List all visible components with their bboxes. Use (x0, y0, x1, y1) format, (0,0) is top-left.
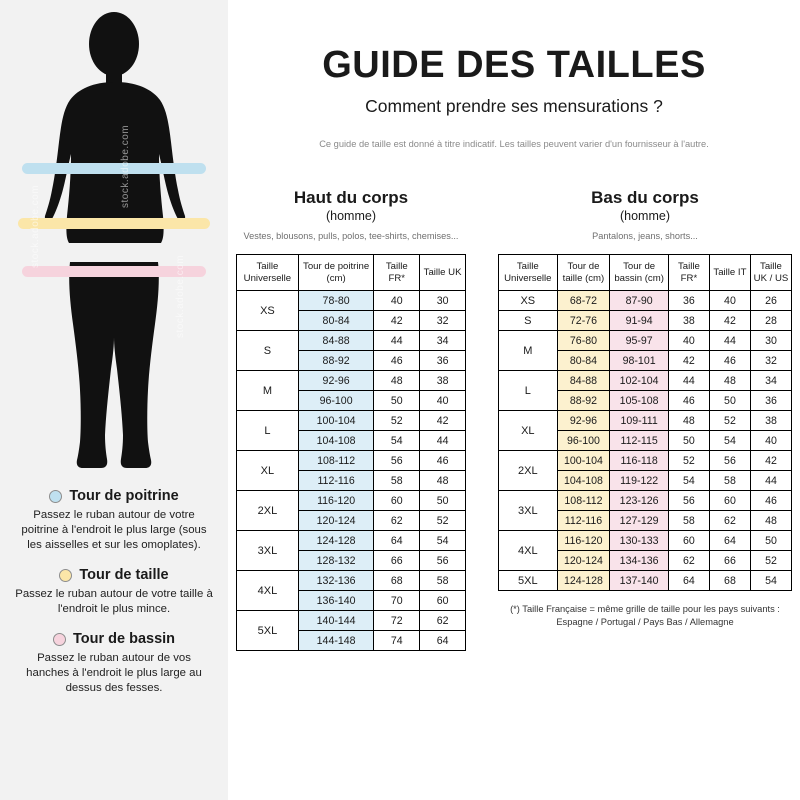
cell-value: 80-84 (298, 311, 374, 331)
cell-value: 64 (709, 531, 750, 551)
table-row (237, 371, 466, 391)
table-row (237, 451, 466, 471)
cell-value: 36 (668, 291, 709, 311)
cell-value: 46 (668, 391, 709, 411)
legend-title-waist: Tour de taille (79, 567, 169, 584)
cell-value: 38 (420, 371, 466, 391)
cell-value: 54 (420, 531, 466, 551)
cell-size-label: XS (237, 291, 299, 331)
lower-body-section (498, 188, 792, 651)
cell-value: 70 (374, 591, 420, 611)
col-universal: Taille Universelle (237, 255, 299, 291)
lower-table-title: Bas du corps (591, 188, 699, 207)
cell-size-label: XL (237, 451, 299, 491)
table-header-row (237, 255, 466, 291)
cell-value: 80-84 (557, 351, 610, 371)
lower-body-table (498, 254, 792, 591)
cell-value: 92-96 (557, 411, 610, 431)
cell-size-label: 2XL (237, 491, 299, 531)
cell-value: 34 (750, 371, 791, 391)
cell-value: 46 (709, 351, 750, 371)
col-hips: Tour de bassin (cm) (610, 255, 669, 291)
watermark: stock.adobe.com (30, 184, 41, 268)
cell-size-label: 3XL (237, 531, 299, 571)
cell-value: 84-88 (298, 331, 374, 351)
table-header-row (499, 255, 792, 291)
hips-tape-marker (22, 266, 206, 277)
table-row (237, 531, 466, 551)
cell-size-label: L (237, 411, 299, 451)
table-row (499, 451, 792, 471)
cell-value: 48 (374, 371, 420, 391)
cell-value: 54 (668, 471, 709, 491)
cell-value: 60 (374, 491, 420, 511)
legend-title-hips: Tour de bassin (72, 631, 176, 648)
cell-value: 46 (420, 451, 466, 471)
upper-table-description: Vestes, blousons, pulls, polos, tee-shirts, chemises... (243, 231, 459, 241)
cell-value: 56 (374, 451, 420, 471)
waist-tape-marker (18, 218, 210, 229)
col-waist: Tour de taille (cm) (557, 255, 610, 291)
cell-value: 123-126 (610, 491, 669, 511)
table-row (499, 411, 792, 431)
cell-value: 119-122 (610, 471, 669, 491)
cell-value: 52 (750, 551, 791, 571)
cell-size-label: 4XL (499, 531, 558, 571)
table-row (499, 311, 792, 331)
measurement-legend (0, 488, 228, 710)
cell-value: 72-76 (557, 311, 610, 331)
cell-value: 98-101 (610, 351, 669, 371)
cell-value: 36 (750, 391, 791, 411)
cell-value: 42 (668, 351, 709, 371)
legend-item-waist (14, 567, 214, 617)
cell-value: 72 (374, 611, 420, 631)
cell-size-label: 4XL (237, 571, 299, 611)
cell-value: 36 (420, 351, 466, 371)
col-fr: Taille FR* (668, 255, 709, 291)
waist-color-dot-icon (59, 569, 72, 582)
size-tables (236, 188, 792, 651)
cell-value: 112-116 (557, 511, 610, 531)
cell-value: 96-100 (557, 431, 610, 451)
cell-value: 144-148 (298, 631, 374, 651)
cell-value: 108-112 (557, 491, 610, 511)
cell-value: 127-129 (610, 511, 669, 531)
table-row (499, 531, 792, 551)
cell-value: 116-120 (557, 531, 610, 551)
cell-value: 30 (420, 291, 466, 311)
cell-value: 48 (668, 411, 709, 431)
col-uk-us: Taille UK / US (750, 255, 791, 291)
cell-value: 42 (709, 311, 750, 331)
cell-value: 60 (668, 531, 709, 551)
cell-value: 52 (420, 511, 466, 531)
legend-text-chest: Passez le ruban autour de votre poitrine à l'endroit le plus large (sous les aisselles et sur les omoplates). (21, 509, 207, 552)
cell-value: 64 (668, 571, 709, 591)
cell-value: 50 (750, 531, 791, 551)
col-it: Taille IT (709, 255, 750, 291)
col-fr: Taille FR* (374, 255, 420, 291)
legend-text-hips: Passez le ruban autour de vos hanches à l'endroit le plus large au dessus des fesses. (26, 652, 202, 695)
page-header (228, 0, 800, 149)
cell-value: 32 (420, 311, 466, 331)
cell-value: 62 (420, 611, 466, 631)
upper-table-title: Haut du corps (293, 188, 409, 207)
cell-value: 74 (374, 631, 420, 651)
cell-value: 46 (750, 491, 791, 511)
cell-value: 50 (668, 431, 709, 451)
cell-value: 44 (374, 331, 420, 351)
cell-value: 40 (668, 331, 709, 351)
cell-value: 104-108 (298, 431, 374, 451)
cell-value: 137-140 (610, 571, 669, 591)
legend-item-hips (14, 631, 214, 696)
cell-size-label: 5XL (499, 571, 558, 591)
cell-value: 42 (420, 411, 466, 431)
table-row (499, 371, 792, 391)
cell-value: 54 (750, 571, 791, 591)
footnote-text: (*) Taille Française = même grille de taille pour les pays suivants : Espagne / Portugal / Pays Bas / Allemagne (510, 604, 780, 628)
illustration-panel (0, 0, 228, 800)
table-row (237, 611, 466, 631)
cell-value: 62 (709, 511, 750, 531)
col-universal: Taille Universelle (499, 255, 558, 291)
cell-value: 52 (374, 411, 420, 431)
cell-value: 44 (668, 371, 709, 391)
cell-value: 44 (750, 471, 791, 491)
cell-value: 124-128 (298, 531, 374, 551)
chest-tape-marker (22, 163, 206, 174)
cell-value: 96-100 (298, 391, 374, 411)
table-row (499, 331, 792, 351)
cell-value: 28 (750, 311, 791, 331)
cell-value: 105-108 (610, 391, 669, 411)
cell-value: 64 (420, 631, 466, 651)
cell-value: 112-115 (610, 431, 669, 451)
table-row (237, 571, 466, 591)
cell-value: 140-144 (298, 611, 374, 631)
cell-value: 91-94 (610, 311, 669, 331)
cell-value: 50 (420, 491, 466, 511)
cell-value: 76-80 (557, 331, 610, 351)
cell-value: 132-136 (298, 571, 374, 591)
cell-size-label: S (499, 311, 558, 331)
page-subtitle: Comment prendre ses mensurations ? (365, 96, 663, 116)
cell-value: 32 (750, 351, 791, 371)
cell-size-label: 2XL (499, 451, 558, 491)
disclaimer-text: Ce guide de taille est donné à titre indicatif. Les tailles peuvent varier d'un fournisseur à l'autre. (319, 139, 709, 149)
cell-value: 62 (374, 511, 420, 531)
cell-size-label: L (499, 371, 558, 411)
cell-value: 48 (750, 511, 791, 531)
table-row (237, 411, 466, 431)
cell-value: 52 (709, 411, 750, 431)
cell-value: 92-96 (298, 371, 374, 391)
cell-value: 84-88 (557, 371, 610, 391)
cell-value: 40 (420, 391, 466, 411)
cell-size-label: 5XL (237, 611, 299, 651)
cell-value: 66 (374, 551, 420, 571)
cell-value: 100-104 (298, 411, 374, 431)
table-row (499, 571, 792, 591)
watermark: stock.adobe.com (175, 254, 186, 338)
upper-table-subtitle: (homme) (325, 209, 376, 223)
cell-value: 44 (420, 431, 466, 451)
watermark: stock.adobe.com (120, 124, 131, 208)
cell-size-label: S (237, 331, 299, 371)
cell-size-label: M (499, 331, 558, 371)
cell-value: 48 (420, 471, 466, 491)
cell-value: 68 (709, 571, 750, 591)
table-row (237, 291, 466, 311)
cell-value: 116-118 (610, 451, 669, 471)
page-title: GUIDE DES TAILLES (322, 44, 706, 86)
cell-value: 124-128 (557, 571, 610, 591)
cell-value: 44 (709, 331, 750, 351)
table-row (499, 491, 792, 511)
cell-value: 46 (374, 351, 420, 371)
legend-item-chest (14, 488, 214, 553)
cell-value: 38 (750, 411, 791, 431)
cell-value: 60 (709, 491, 750, 511)
cell-value: 30 (750, 331, 791, 351)
cell-value: 48 (709, 371, 750, 391)
lower-table-subtitle: (homme) (619, 209, 670, 223)
col-uk: Taille UK (420, 255, 466, 291)
cell-value: 116-120 (298, 491, 374, 511)
cell-value: 134-136 (610, 551, 669, 571)
cell-value: 58 (420, 571, 466, 591)
cell-value: 56 (420, 551, 466, 571)
cell-value: 102-104 (610, 371, 669, 391)
chest-color-dot-icon (49, 490, 62, 503)
cell-value: 120-124 (557, 551, 610, 571)
cell-value: 68 (374, 571, 420, 591)
upper-body-section (236, 188, 466, 651)
table-row (237, 491, 466, 511)
cell-value: 38 (668, 311, 709, 331)
cell-value: 58 (709, 471, 750, 491)
cell-value: 78-80 (298, 291, 374, 311)
upper-body-table (236, 254, 466, 651)
body-figure (0, 8, 228, 478)
cell-value: 60 (420, 591, 466, 611)
cell-size-label: XS (499, 291, 558, 311)
cell-value: 62 (668, 551, 709, 571)
cell-value: 40 (750, 431, 791, 451)
male-silhouette-icon (14, 8, 214, 478)
hips-color-dot-icon (53, 633, 66, 646)
cell-value: 56 (668, 491, 709, 511)
cell-value: 128-132 (298, 551, 374, 571)
cell-size-label: 3XL (499, 491, 558, 531)
cell-value: 88-92 (298, 351, 374, 371)
table-row (499, 291, 792, 311)
cell-value: 104-108 (557, 471, 610, 491)
cell-value: 95-97 (610, 331, 669, 351)
cell-value: 40 (709, 291, 750, 311)
legend-title-chest: Tour de poitrine (69, 488, 179, 504)
cell-value: 50 (374, 391, 420, 411)
cell-value: 120-124 (298, 511, 374, 531)
cell-value: 56 (709, 451, 750, 471)
cell-value: 108-112 (298, 451, 374, 471)
cell-value: 26 (750, 291, 791, 311)
cell-value: 34 (420, 331, 466, 351)
cell-value: 58 (374, 471, 420, 491)
legend-text-waist: Passez le ruban autour de votre taille à l'endroit le plus mince. (15, 588, 213, 616)
cell-value: 52 (668, 451, 709, 471)
cell-value: 40 (374, 291, 420, 311)
cell-value: 58 (668, 511, 709, 531)
cell-value: 54 (709, 431, 750, 451)
table-row (237, 331, 466, 351)
cell-value: 64 (374, 531, 420, 551)
cell-value: 109-111 (610, 411, 669, 431)
cell-value: 136-140 (298, 591, 374, 611)
cell-value: 130-133 (610, 531, 669, 551)
cell-value: 42 (750, 451, 791, 471)
cell-value: 68-72 (557, 291, 610, 311)
cell-value: 100-104 (557, 451, 610, 471)
cell-size-label: XL (499, 411, 558, 451)
cell-value: 112-116 (298, 471, 374, 491)
cell-value: 42 (374, 311, 420, 331)
cell-size-label: M (237, 371, 299, 411)
cell-value: 87-90 (610, 291, 669, 311)
lower-table-description: Pantalons, jeans, shorts... (592, 231, 698, 241)
cell-value: 54 (374, 431, 420, 451)
cell-value: 66 (709, 551, 750, 571)
cell-value: 88-92 (557, 391, 610, 411)
col-chest: Tour de poitrine (cm) (298, 255, 374, 291)
cell-value: 50 (709, 391, 750, 411)
